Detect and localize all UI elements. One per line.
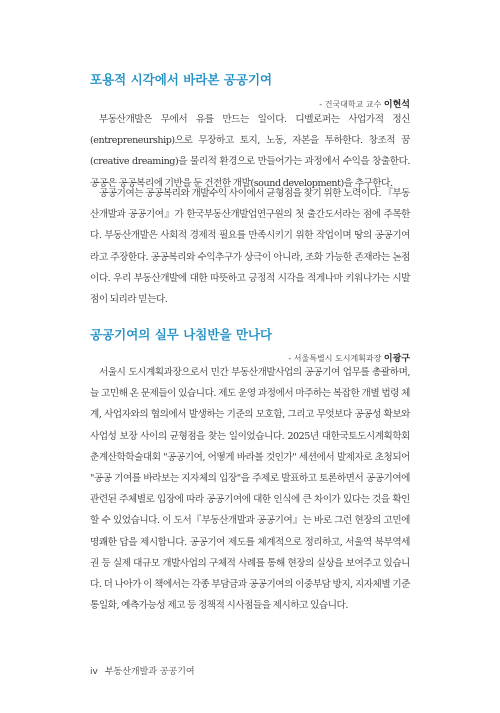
page-footer <box>90 664 195 677</box>
section-title-inclusive-view: 포용적 시각에서 바라본 공공기여 <box>90 72 273 87</box>
byline-name: 이광구 <box>383 354 410 364</box>
byline-affiliation: - 건국대학교 교수 <box>319 100 384 109</box>
byline-name: 이현석 <box>383 100 410 110</box>
byline-affiliation: - 서울특별시 도시계획과장 <box>288 354 384 363</box>
paragraph: 공공기여는 공공복리와 개발수익 사이에서 균형점을 찾기 위한 노력이다. 『부동산개발과 공공기여』가 한국부동산개발업연구원의 첫 출간도서라는 점에 주목한다. 부동산개발은 사회적 경제적 필요를 만족시키기 위한 작업이며 땅의 공공기여라고 주장한다. 공공복리와 수익추구가 상극이 아니라, 조화 가능한 존재라는 논점이다. 우리 부동산개발에 대한 따뜻하고 긍정적 시각을 적게나마 키워나가는 시발점이 되리라 믿는다. <box>90 188 410 306</box>
paragraph: 부동산개발은 무에서 유를 만드는 일이다. 디벨로퍼는 사업가적 정신(entrepreneurship)으로 무장하고 토지, 노동, 자본을 투하한다. 창조적 꿈(creative dreaming)을 물리적 환경으로 만들어가는 과정에서 수익을 창출한다. 공공은 공공복리에 기반을 둔 건전한 개발(sound development)을 추구한다. <box>90 114 410 189</box>
running-title: 부동산개발과 공공기여 <box>104 667 195 677</box>
section-title-practical-compass: 공공기여의 실무 나침반을 만나다 <box>90 327 273 342</box>
page-number: iv <box>90 667 98 677</box>
paragraph: 서울시 도시계획과장으로서 민간 부동산개발사업의 공공기여 업무를 총괄하며, 늘 고민해 온 문제들이 있습니다. 제도 운영 과정에서 마주하는 복잡한 개별 법령 체계, 사업자와의 협의에서 발생하는 기준의 모호함, 그리고 무엇보다 공공성 확보와 사업성 보장 사이의 균형점을 찾는 일이었습니다. 2025년 대한국토도시계획학회 춘계산학학술대회 "공공기여, 어떻게 바라볼 것인가" 세션에서 발제자로 초청되어 "공공 기여를 바라보는 지자체의 입장"을 주제로 발표하고 토론하면서 공공기여에 관련된 주체별로 입장에 따라 공공기여에 대한 인식에 큰 차이가 있다는 것을 확인할 수 있었습니다. 이 도서『부동산개발과 공공기여』는 바로 그런 현장의 고민에 명쾌한 답을 제시합니다. 공공기여 제도를 체계적으로 정리하고, 서울역 북부역세권 등 실제 대규모 개발사업의 구체적 사례를 통해 현장의 실상을 보여주고 있습니다. 더 나아가 이 책에서는 각종 부담금과 공공기여의 이중부담 방지, 지자체별 기준 통일화, 예측가능성 제고 등 정책적 시사점들을 제시하고 있습니다. <box>90 367 410 612</box>
